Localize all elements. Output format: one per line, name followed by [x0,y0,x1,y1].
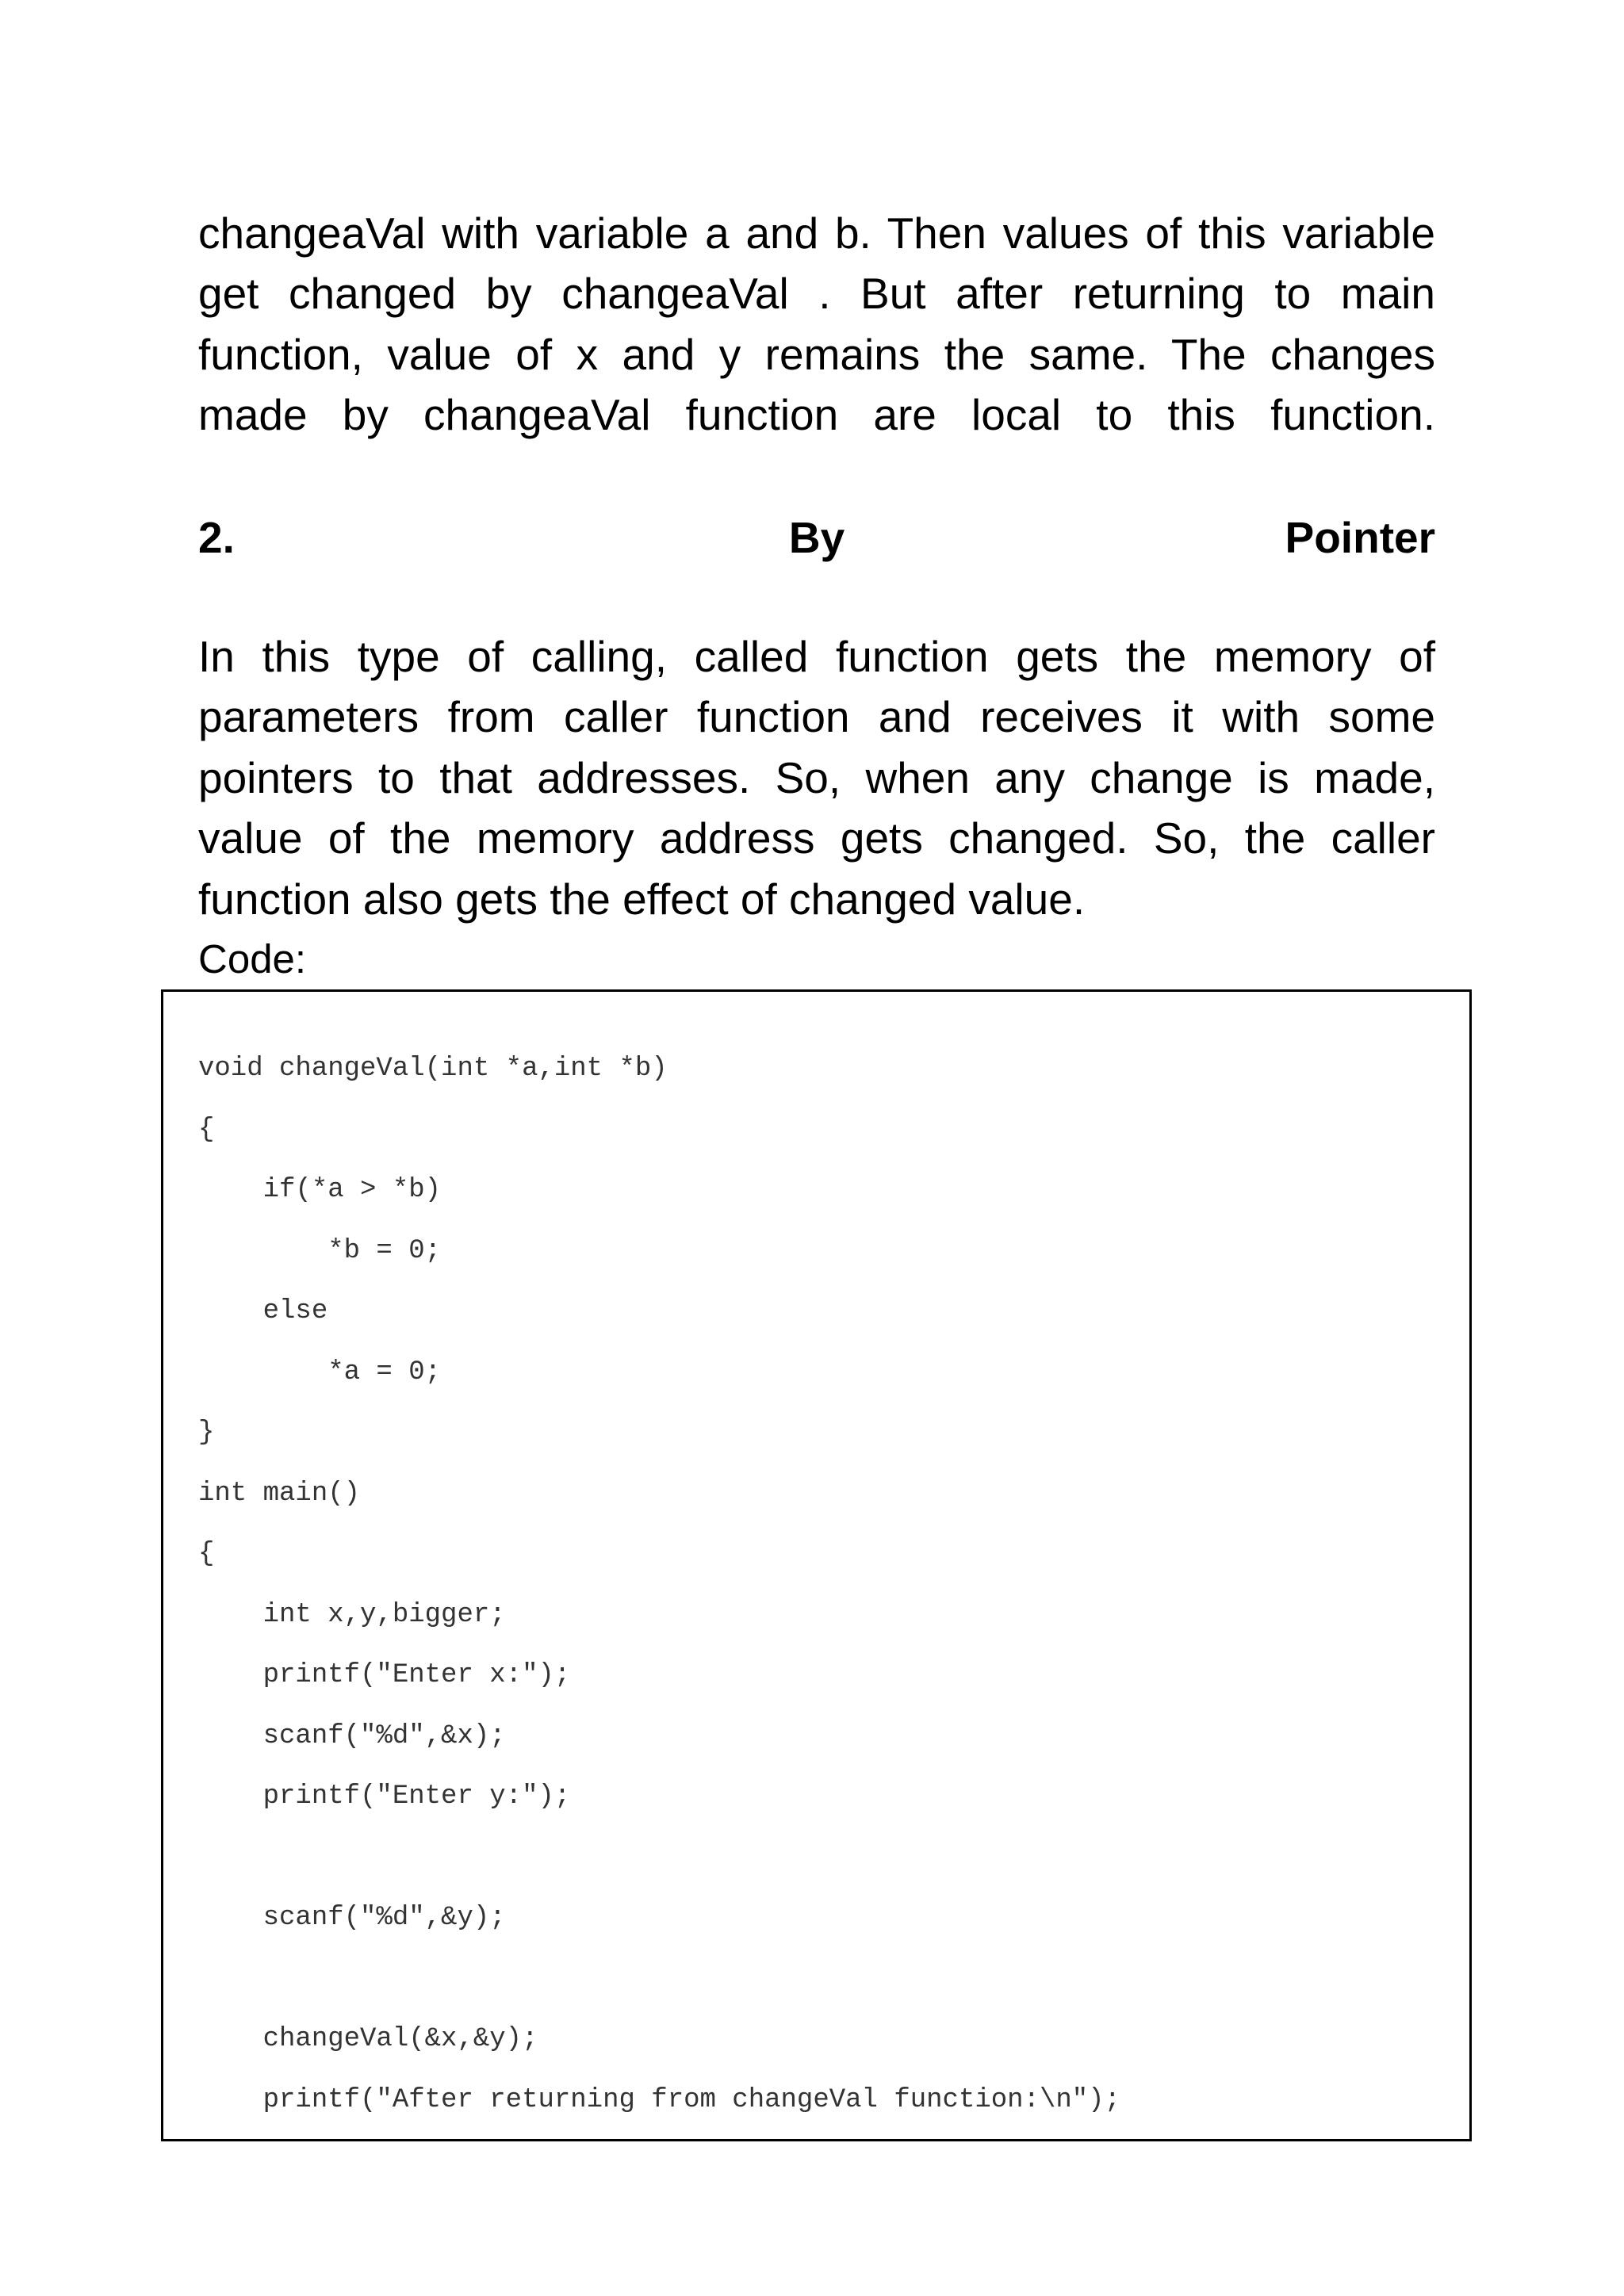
code-line: printf("Enter x:"); [198,1660,571,1690]
intro-line: changeaVal with variable a and b. Then values of this variable [198,209,1435,258]
code-line: scanf("%d",&y); [198,1903,506,1933]
code-line: printf("Enter y:"); [198,1781,571,1812]
code-line: int main() [198,1479,361,1509]
code-line: *b = 0; [198,1236,442,1266]
code-line: { [198,1539,215,1569]
heading-pointer: Pointer [1285,513,1435,562]
pointer-line: parameters from caller function and receives it with some [198,692,1435,741]
pointer-line: value of the memory address gets changed. So, the caller [198,813,1435,863]
code-label: Code: [198,936,307,982]
code-line: changeVal(&x,&y); [198,2024,538,2054]
code-line: *a = 0; [198,1357,442,1387]
code-line: if(*a > *b) [198,1175,442,1205]
code-line: { [198,1115,215,1145]
code-line: scanf("%d",&x); [198,1721,506,1751]
pointer-line: In this type of calling, called function gets the memory of [198,632,1435,681]
intro-line: made by changeaVal function are local to this function. [198,390,1435,439]
intro-line: get changed by changeaVal . But after returning to main [198,269,1435,318]
code-line: void changeVal(int *a,int *b) [198,1054,668,1084]
heading-number: 2. [198,513,235,562]
pointer-line: function also gets the effect of changed value. [198,874,1086,924]
section-heading [198,507,1435,568]
code-box [161,989,1472,2141]
pointer-line: pointers to that addresses. So, when any change is made, [198,753,1435,802]
code-line: } [198,1418,215,1448]
heading-by: By [788,513,845,562]
code-line: printf("After returning from changeVal function:\n"); [198,2085,1120,2115]
code-line: else [198,1296,328,1326]
code-line: int x,y,bigger; [198,1600,506,1630]
intro-line: function, value of x and y remains the same. The changes [198,330,1435,379]
